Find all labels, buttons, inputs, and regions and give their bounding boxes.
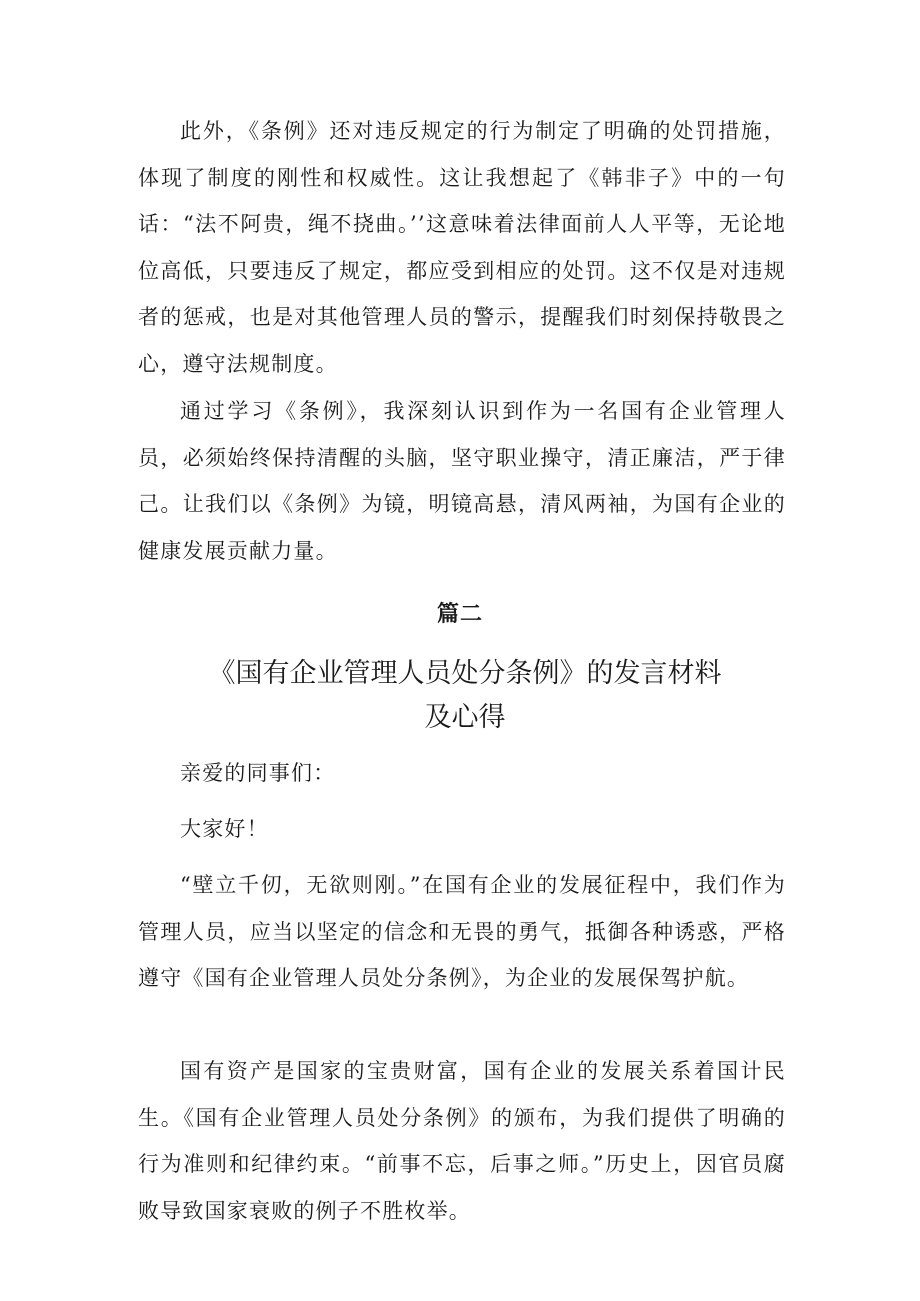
greeting: 大家好！ <box>180 817 269 841</box>
paragraph-state-assets: 国有资产是国家的宝贵财富，国有企业的发展关系着国计民生。《国有企业管理人员处分条例》的颁布，为我们提供了明确的行为准则和纪律约束。“前事不忘，后事之师。”历史上，因官员腐败导致国家衰败的例子不胜枚举。 <box>138 1059 786 1223</box>
section-label: 篇二 <box>436 602 483 627</box>
paragraph-penalty-measures: 此外，《条例》还对违反规定的行为制定了明确的处罚措施，体现了制度的刚性和权威性。这让我想起了《韩非子》中的一句话：“法不阿贵，绳不挠曲。’’这意味着法律面前人人平等，无论地位高低，只要违反了规定，都应受到相应的处罚。这不仅是对违规者的惩戒，也是对其他管理人员的警示，提醒我们时刻保持敬畏之心，遵守法规制度。 <box>138 119 786 376</box>
paragraph-study-conclusion: 通过学习《条例》，我深刻认识到作为一名国有企业管理人员，必须始终保持清醒的头脑，坚守职业操守，清正廉洁，严于律己。让我们以《条例》为镜，明镜高悬，清风两袖，为国有企业的健康发展贡献力量。 <box>138 399 786 563</box>
salutation: 亲爱的同事们： <box>180 761 336 785</box>
paragraph-integrity-quote: “壁立千仞，无欲则刚。”在国有企业的发展征程中，我们作为管理人员，应当以坚定的信念和无畏的勇气，抵御各种诱惑，严格遵守《国有企业管理人员处分条例》，为企业的发展保驾护航。 <box>138 873 786 990</box>
section-title: 《国有企业管理人员处分条例》的发言材料及心得 <box>208 658 722 733</box>
